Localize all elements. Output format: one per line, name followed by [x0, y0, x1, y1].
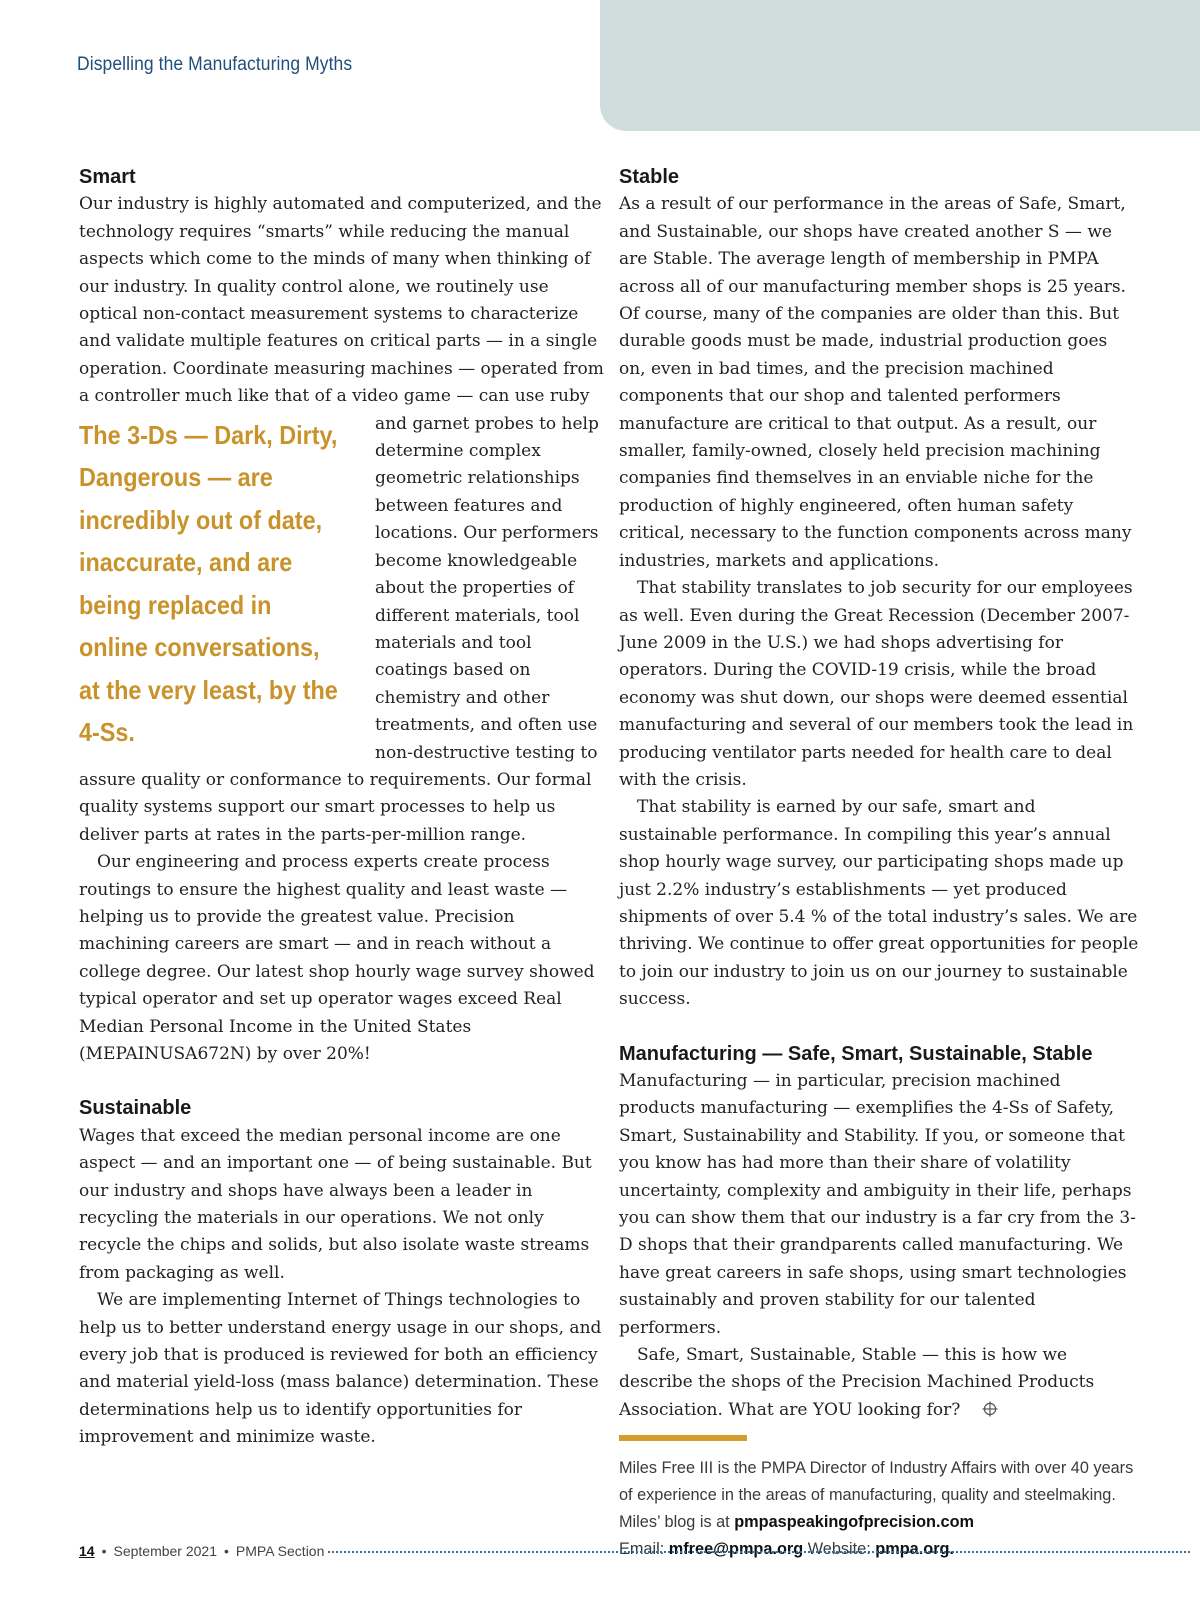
pull-quote: The 3-Ds — Dark, Dirty, Dangerous — are incredibly out of date, inaccurate, and are being replaced in online conversations, at the very least, by the 4-Ss. — [79, 419, 338, 748]
email-link[interactable]: mfree@pmpa.org — [668, 1540, 804, 1559]
sustainable-paragraph-1: Wages that exceed the median personal income are one aspect — and an important one — of being sustainable. But our industry and shops have always been a leader in recycling the materials in our operations. We not only recycle the chips and solids, but also isolate waste streams from packaging as well. — [79, 1125, 592, 1283]
crosshair-target-icon — [964, 1399, 980, 1415]
manufacturing-paragraph-2-text: Safe, Smart, Sustainable, Stable — this is how we describe the shops of the Precision Machined Products Association. What are YOU looking for? — [619, 1345, 1095, 1420]
right-column — [619, 164, 1139, 1563]
page-footer — [79, 1542, 1190, 1560]
bio-divider-rule — [619, 1435, 747, 1441]
footer-dotted-rule — [328, 1542, 1190, 1553]
section-heading-smart: Smart — [79, 166, 136, 188]
stable-paragraph-1: As a result of our performance in the areas of Safe, Smart, and Sustainable, our shops have created another S — we are Stable. The average length of membership in PMPA across all of our manufacturing member shops is 25 years. Of course, many of the companies are older than this. But durable goods must be made, industrial production goes on, even in bad times, and the precision machined components that our shop and talented performers manufacture are critical to that output. As a result, our smaller, family-owned, closely held precision machining companies find themselves in an enviable niche for the production of highly engineered, often human safety critical, necessary to the function components across many industries, markets and applications. — [619, 194, 1132, 571]
running-head: Dispelling the Manufacturing Myths — [77, 54, 353, 75]
footer-separator: • — [101, 1543, 107, 1559]
section-heading-stable: Stable — [619, 166, 680, 188]
stable-paragraph-2: That stability translates to job security for our employees as well. Even during the Great Recession (December 2007-June 2009 in the U.S.) we had shops advertising for operators. During the COVID-19 crisis, while the broad economy was shut down, our shops were deemed essential manufacturing and several of our members took the lead in producing ventilator parts needed for health care to deal with the crisis. — [619, 578, 1134, 790]
left-column — [79, 164, 609, 1452]
smart-paragraph-2: Our engineering and process experts create process routings to ensure the highest quality and least waste — helping us to provide the greatest value. Precision machining careers are smart — and in reach without a college degree. Our latest shop hourly wage survey showed typical operator and set up operator wages exceed Real Median Personal Income in the United States (MEPAINUSA672N) by over 20%! — [79, 852, 595, 1064]
smart-paragraph-1-start: Our industry is highly automated and computerized, and the technology requires “smarts” while reducing the manual aspects which come to the minds of many when thinking of our industry. In quality control alone, we routinely use optical non-contact measurement systems to characterize and validate multiple features on critical parts — in a single operation. Coordinate measuring machines — operated from a controller much like that of a — [79, 194, 604, 407]
page-number: 14 — [79, 1543, 95, 1559]
sustainable-paragraph-2: We are implementing Internet of Things technologies to help us to better understand energy usage in our shops, and every job that is produced is reviewed for both an efficiency and material yield-loss (mass balance) determination. These determinations help us to identify opportunities for improvement and minimize waste. — [79, 1290, 602, 1448]
blog-link[interactable]: pmpaspeakingofprecision.com — [734, 1513, 974, 1532]
issue-date: September 2021 — [113, 1543, 218, 1559]
manufacturing-paragraph-2 — [619, 1342, 1139, 1424]
website-link[interactable]: pmpa.org. — [875, 1540, 954, 1559]
smart-paragraph-1 — [79, 191, 609, 849]
section-name: PMPA Section — [235, 1543, 325, 1559]
manufacturing-paragraph-1: Manufacturing — in particular, precision machined products manufacturing — exemplifies the 4-Ss of Safety, Smart, Sustainability and Stability. If you, or someone that you know has had more than their share of volatility uncertainty, complexity and ambiguity in their life, perhaps you can show them that our industry is a far cry from the 3-D shops that their grandparents called manufacturing. We have great careers in safe shops, using smart technologies sustainably and proven stability for our talented performers. — [619, 1071, 1136, 1338]
stable-paragraph-3: That stability is earned by our safe, smart and sustainable performance. In compiling this year’s annual shop hourly wage survey, our participating shops made up just 2.2% industry’s establishments — yet produced shipments of over 5.4 % of the total industry’s sales. We are thriving. We continue to offer great opportunities for people to join our industry to join us on our journey to sustainable success. — [619, 797, 1139, 1010]
author-bio-text: Miles Free III is the PMPA Director of Industry Affairs with over 40 years of experience in the areas of manufacturing, quality and steelmaking. Miles’ blog is at — [619, 1459, 1134, 1532]
footer-separator: • — [224, 1543, 229, 1559]
section-heading-manufacturing: Manufacturing — Safe, Smart, Sustainable, Stable — [619, 1042, 1093, 1065]
section-heading-sustainable: Sustainable — [79, 1097, 192, 1120]
decorative-corner-panel — [600, 0, 1200, 131]
smart-paragraph-1-end: video game — can use ruby and garnet probes to help determine complex geometric relationships between features and locations. Our performers become knowledgeable about the properties of different materials, tool materials and tool coatings based on chemistry and other treatments, and often use non-destructive testing to assure quality or conformance to requirements. Our formal quality systems support our smart processes to help us deliver parts at rates in the parts-per-million range. — [79, 386, 599, 845]
website-label: Website: — [807, 1540, 871, 1559]
email-label: Email: — [619, 1540, 665, 1559]
